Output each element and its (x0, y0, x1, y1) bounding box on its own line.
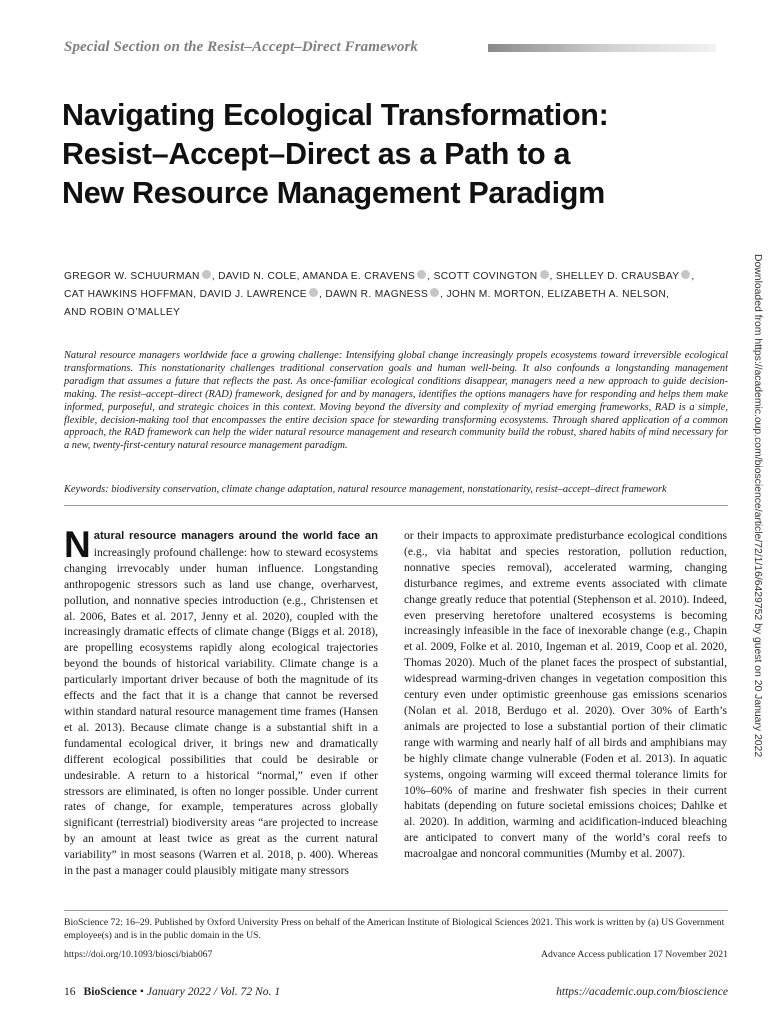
orcid-icon[interactable] (681, 270, 690, 279)
page-footer: 16 BioScience • January 2022 / Vol. 72 No. 1 (64, 985, 281, 998)
orcid-icon[interactable] (540, 270, 549, 279)
section-gradient-bar (488, 44, 716, 52)
journal-name: BioScience (83, 985, 137, 998)
title-line-1: Navigating Ecological Transformation: (62, 98, 609, 132)
author: DAVID J. LAWRENCE (199, 289, 307, 300)
author: DAVID N. COLE (218, 271, 297, 282)
orcid-icon[interactable] (309, 288, 318, 297)
journal-url[interactable]: https://academic.oup.com/bioscience (556, 985, 728, 998)
title-line-3: New Resource Management Paradigm (62, 176, 605, 210)
doi-link[interactable]: https://doi.org/10.1093/biosci/biab067 (64, 949, 213, 960)
body-column-right: or their impacts to approximate predisturbance ecological conditions (e.g., via habitat and species restoration, pollution reduction, nonnative species removal), accelerated warming, changing disturbance regimes, and extreme events associated with climate change greatly reduce that potential (Stephenson et al. 2010). Indeed, even preserving heretofore unaltered ecosystems is becoming increasingly infeasible in the face of inexorable change (e.g., Chapin et al. 2009, Folke et al. 2010, Ingeman et al. 2019, Coop et al. 2020, Thomas 2020). Much of the planet faces the prospect of substantial, widespread warming-driven changes in vegetation composition this century even under optimistic greenhouse gas emissions scenarios (Nolan et al. 2018, Berdugo et al. 2020). Over 30% of Earth’s animals are projected to lose a substantial portion of their climatic range with warming and nearly half of all birds and amphibians may be highly climate change vulnerable (Foden et al. 2013). In aquatic systems, ongoing warming will exceed thermal tolerance limits for 10%–60% of marine and freshwater fish species in their current habitats (depending on future societal emissions choices; Dahlke et al. 2020). In addition, warming and acidification-induced bleaching are anticipated to convert many of the world’s coral reefs to macroalgae and noncoral communities (Mumby et al. 2007). (404, 529, 727, 861)
divider (64, 505, 728, 506)
author: AMANDA E. CRAVENS (302, 271, 416, 282)
author: SCOTT COVINGTON (433, 271, 538, 282)
issue-info: January 2022 / Vol. 72 No. 1 (146, 985, 281, 998)
section-label: Special Section on the Resist–Accept–Direct Framework (64, 39, 419, 55)
drop-cap: N (64, 524, 91, 565)
author: AND ROBIN O’MALLEY (64, 307, 181, 318)
author: SHELLEY D. CRAUSBAY (555, 271, 680, 282)
author: CAT HAWKINS HOFFMAN (64, 289, 194, 300)
orcid-icon[interactable] (430, 288, 439, 297)
author-list: GREGOR W. SCHUURMAN , DAVID N. COLE, AMANDA E. CRAVENS , SCOTT COVINGTON , SHELLEY D. CRAUSBAY , CAT HAWKINS HOFFMAN, DAVID J. LAWRENCE , DAWN R. MAGNESS , JOHN M. MORTON, ELIZABETH A. NELSON, AND ROBIN O’MALLEY (64, 271, 695, 318)
author: JOHN M. MORTON (446, 289, 541, 300)
orcid-icon[interactable] (202, 270, 211, 279)
advance-access-date: Advance Access publication 17 November 2021 (541, 949, 728, 960)
keywords: Keywords: biodiversity conservation, climate change adaptation, natural resource management, nonstationarity, resist–accept–direct framework (64, 484, 667, 495)
page-number: 16 (64, 985, 76, 998)
author: ELIZABETH A. NELSON (547, 289, 667, 300)
body-column-left (64, 524, 378, 879)
abstract: Natural resource managers worldwide face a growing challenge: Intensifying global change increasingly propels ecosystems toward irreversible ecological transformations. This nonstationarity challenges traditional conservation goals and human well-being. It also confounds a longstanding management paradigm that assumes a future that reflects the past. As once-familiar ecological conditions disappear, managers need a new approach to guide decision-making. The resist–accept–direct (RAD) framework, designed for and by managers, identifies the options managers have for responding and helps them make informed, purposeful, and strategic choices in this context. Moving beyond the diversity and complexity of myriad emerging frameworks, RAD is a simple, flexible, decision-making tool that encompasses the entire decision space for stewarding transforming ecosystems. Through shared application of a common approach, the RAD framework can help the wider natural resource management and research community build the robust, shared habits of mind necessary for a new, twenty-first-century natural resource management paradigm. (64, 350, 728, 452)
orcid-icon[interactable] (417, 270, 426, 279)
author: DAWN R. MAGNESS (325, 289, 429, 300)
author: GREGOR W. SCHUURMAN (64, 271, 200, 282)
divider (64, 910, 728, 911)
title-line-2: Resist–Accept–Direct as a Path to a (62, 137, 571, 171)
download-notice: Downloaded from https://academic.oup.com/bioscience/article/72/1/16/6429752 by guest on 20 January 2022 (752, 254, 763, 758)
lead-in: atural resource managers around the world face an (93, 530, 378, 542)
body-text: increasingly profound challenge: how to steward ecosystems changing irrevocably under human influence. Longstanding anthropogenic stressors such as land use change, overharvest, pollution, and nonnative species introduction (e.g., Christensen et al. 2006, Bates et al. 2017, Jenny et al. 2020), coupled with the increasingly dramatic effects of climate change (Biggs et al. 2018), are propelling ecosystems rapidly along ecological trajectories beyond the bounds of historical variability. Climate change is a particularly important driver because of both the magnitude of its effects and the fact that it is a change that cannot be reversed within standard natural resource management time frames (Hansen et al. 2013). Because climate change is a substantial shift in a fundamental ecological driver, it brings new and dramatically different ecological possibilities that could be desirable or undesirable. A return to a historical “normal,” even if other stressors are eliminated, is often no longer possible. Under current rates of change, for example, temperatures across globally significant (terrestrial) biodiversity areas “are projected to increase by an amount at least twice as great as the current natural variability” in most seasons (Warren et al. 2018, p. 400). Whereas in the past a manager could plausibly mitigate many stressors (64, 545, 378, 878)
publication-note: BioScience 72: 16–29. Published by Oxford University Press on behalf of the American Institute of Biological Sciences 2021. This work is written by (a) US Government employee(s) and is in the public domain in the US. (64, 917, 725, 941)
article-title (62, 96, 722, 213)
